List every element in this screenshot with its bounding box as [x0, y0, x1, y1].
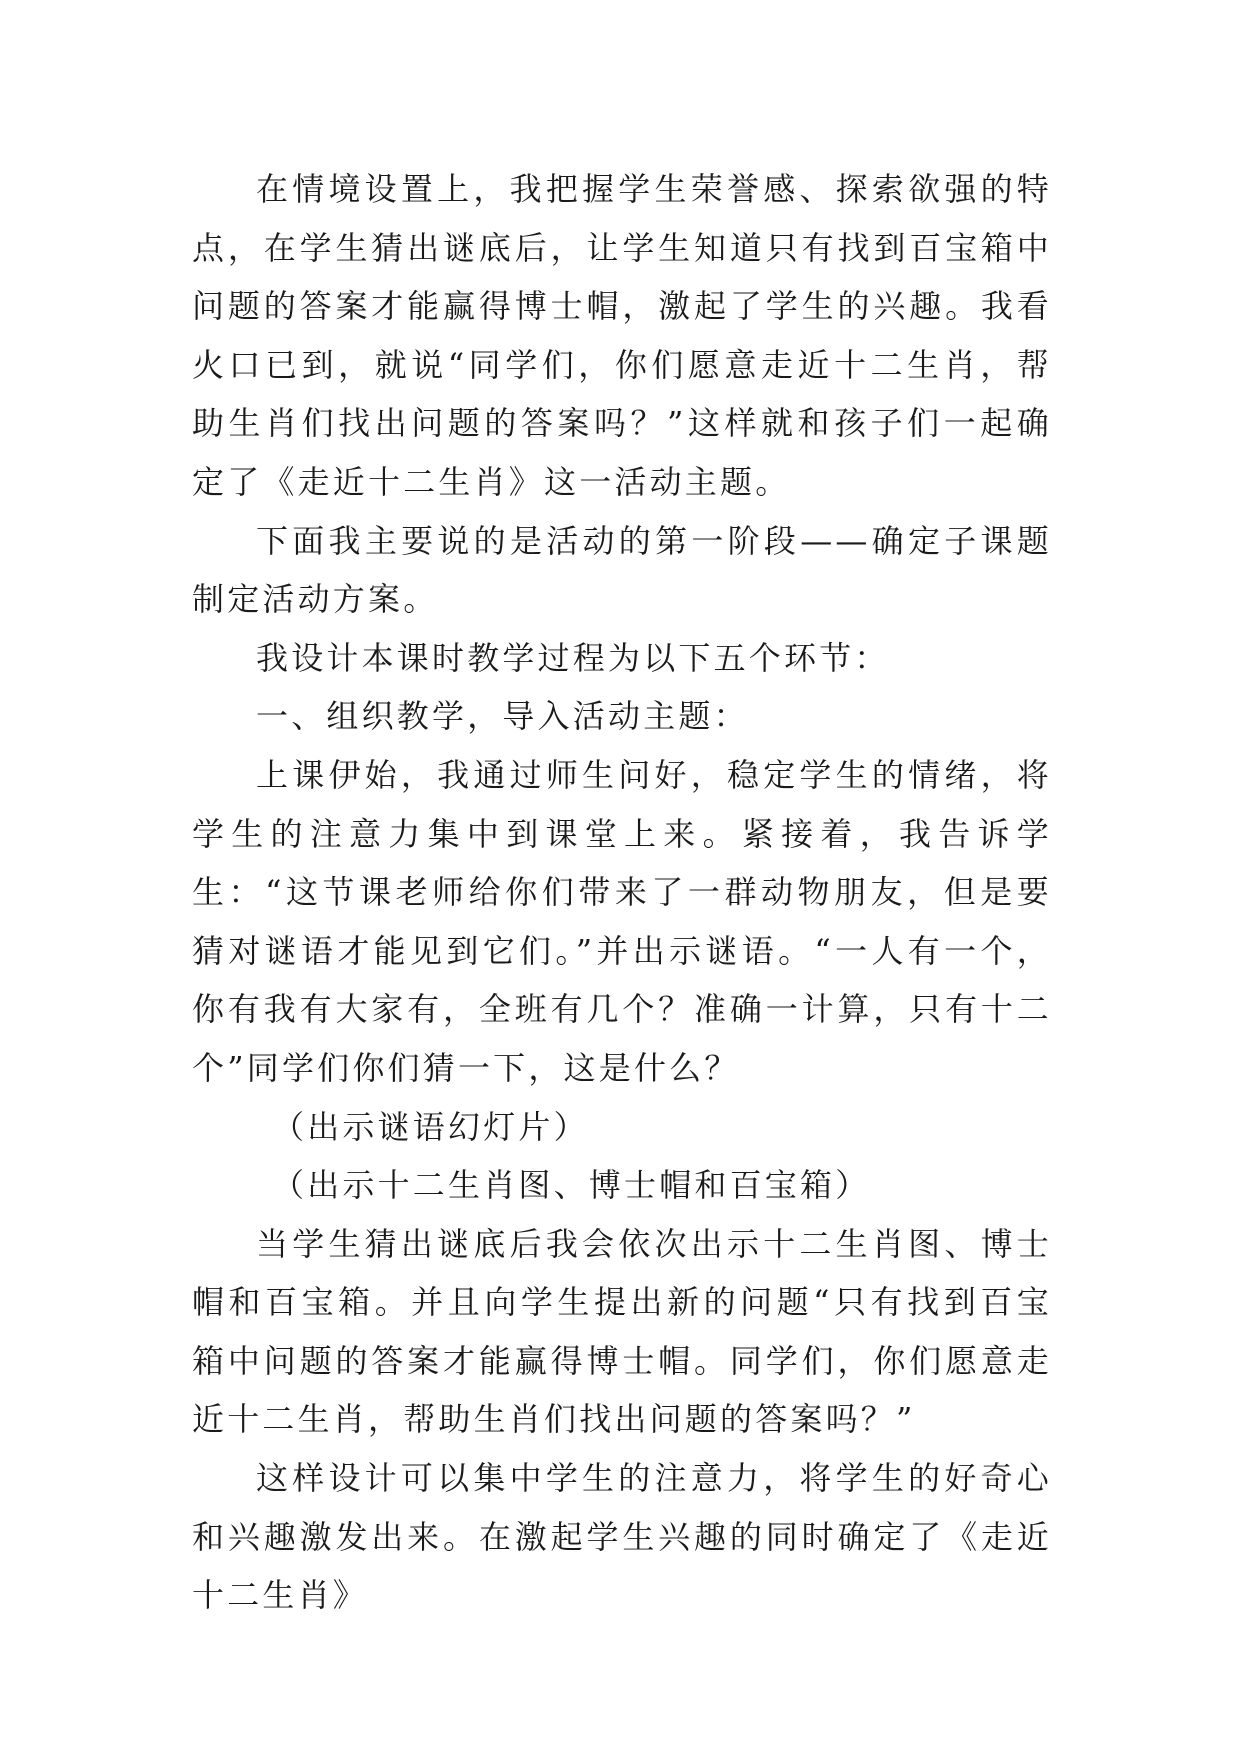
paragraph-riddle-slide-note: （出示谜语幻灯片）: [272, 1107, 589, 1146]
paragraph-first-stage: 下面我主要说的是活动的第一阶段——确定子课题制定活动方案。: [192, 521, 1052, 619]
paragraph-zodiac-images-note: （出示十二生肖图、博士帽和百宝箱）: [272, 1166, 871, 1205]
paragraph-design-rationale: 这样设计可以集中学生的注意力，将学生的好奇心和兴趣激发出来。在激起学生兴趣的同时确定了《走近十二生肖》: [192, 1459, 1052, 1615]
paragraph-reveal-answer: 当学生猜出谜底后我会依次出示十二生肖图、博士帽和百宝箱。并且向学生提出新的问题“只有找到百宝箱中问题的答案才能赢得博士帽。同学们，你们愿意走近十二生肖，帮助生肖们找出问题的答案吗？”: [192, 1224, 1052, 1439]
paragraph-class-opening: 上课伊始，我通过师生问好，稳定学生的情绪，将学生的注意力集中到课堂上来。紧接着，我告诉学生：“这节课老师给你们带来了一群动物朋友，但是要猜对谜语才能见到它们。”并出示谜语。“一人有一个，你有我有大家有，全班有几个？准确一计算，只有十二个”同学们你们猜一下，这是什么？: [192, 755, 1052, 1087]
document-body: [192, 160, 1052, 1625]
paragraph-section-heading: 一、组织教学，导入活动主题：: [256, 697, 749, 736]
paragraph-five-steps: 我设计本课时教学过程为以下五个环节：: [256, 638, 890, 677]
paragraph-scenario-setting: 在情境设置上，我把握学生荣誉感、探索欲强的特点，在学生猜出谜底后，让学生知道只有找到百宝箱中问题的答案才能赢得博士帽，激起了学生的兴趣。我看火口已到，就说“同学们，你们愿意走近十二生肖，帮助生肖们找出问题的答案吗？”这样就和孩子们一起确定了《走近十二生肖》这一活动主题。: [192, 170, 1052, 501]
